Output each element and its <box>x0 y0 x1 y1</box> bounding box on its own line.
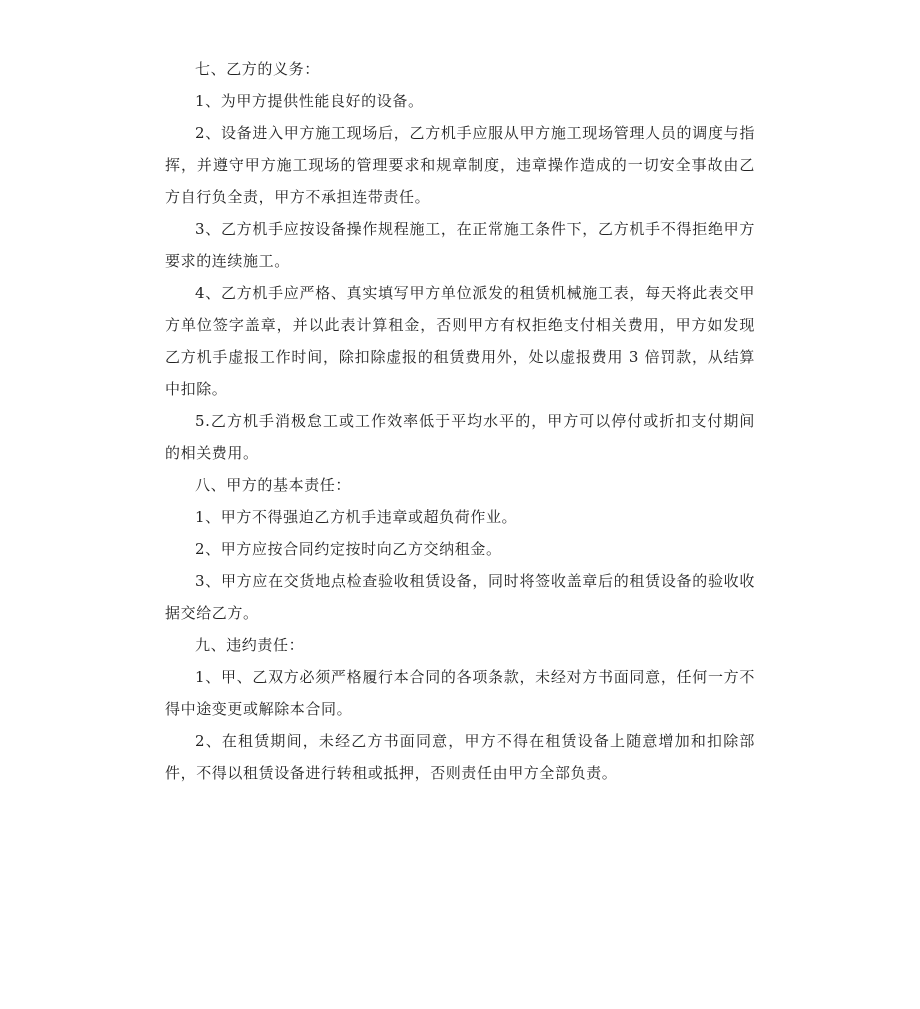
section-heading-9: 九、违约责任： <box>195 636 305 654</box>
paragraph-9-1: 1、甲、乙双方必须严格履行本合同的各项条款，未经对方书面同意，任何一方不得中途变更或解除本合同。 <box>165 668 755 718</box>
paragraph-9-2: 2、在租赁期间，未经乙方书面同意，甲方不得在租赁设备上随意增加和扣除部件，不得以租赁设备进行转租或抵押，否则责任由甲方全部负责。 <box>165 732 755 782</box>
section-heading-7: 七、乙方的义务： <box>195 60 320 78</box>
paragraph-7-1: 1、为甲方提供性能良好的设备。 <box>195 92 424 110</box>
paragraph-8-1: 1、甲方不得强迫乙方机手违章或超负荷作业。 <box>195 508 518 526</box>
paragraph-8-3: 3、甲方应在交货地点检查验收租赁设备，同时将签收盖章后的租赁设备的验收收据交给乙方。 <box>165 572 755 622</box>
paragraph-7-3: 3、乙方机手应按设备操作规程施工，在正常施工条件下，乙方机手不得拒绝甲方要求的连续施工。 <box>165 220 755 270</box>
paragraph-7-5: 5.乙方机手消极怠工或工作效率低于平均水平的，甲方可以停付或折扣支付期间的相关费用。 <box>165 412 755 462</box>
paragraph-7-4: 4、乙方机手应严格、真实填写甲方单位派发的租赁机械施工表，每天将此表交甲方单位签字盖章，并以此表计算租金，否则甲方有权拒绝支付相关费用，甲方如发现乙方机手虚报工作时间，除扣除虚报的租赁费用外，处以虚报费用 3 倍罚款，从结算中扣除。 <box>165 284 755 398</box>
paragraph-8-2: 2、甲方应按合同约定按时向乙方交纳租金。 <box>195 540 502 558</box>
paragraph-7-2: 2、设备进入甲方施工现场后，乙方机手应服从甲方施工现场管理人员的调度与指挥，并遵守甲方施工现场的管理要求和规章制度，违章操作造成的一切安全事故由乙方自行负全责，甲方不承担连带责任。 <box>165 124 755 206</box>
section-heading-8: 八、甲方的基本责任： <box>195 476 352 494</box>
document-body <box>165 53 755 789</box>
